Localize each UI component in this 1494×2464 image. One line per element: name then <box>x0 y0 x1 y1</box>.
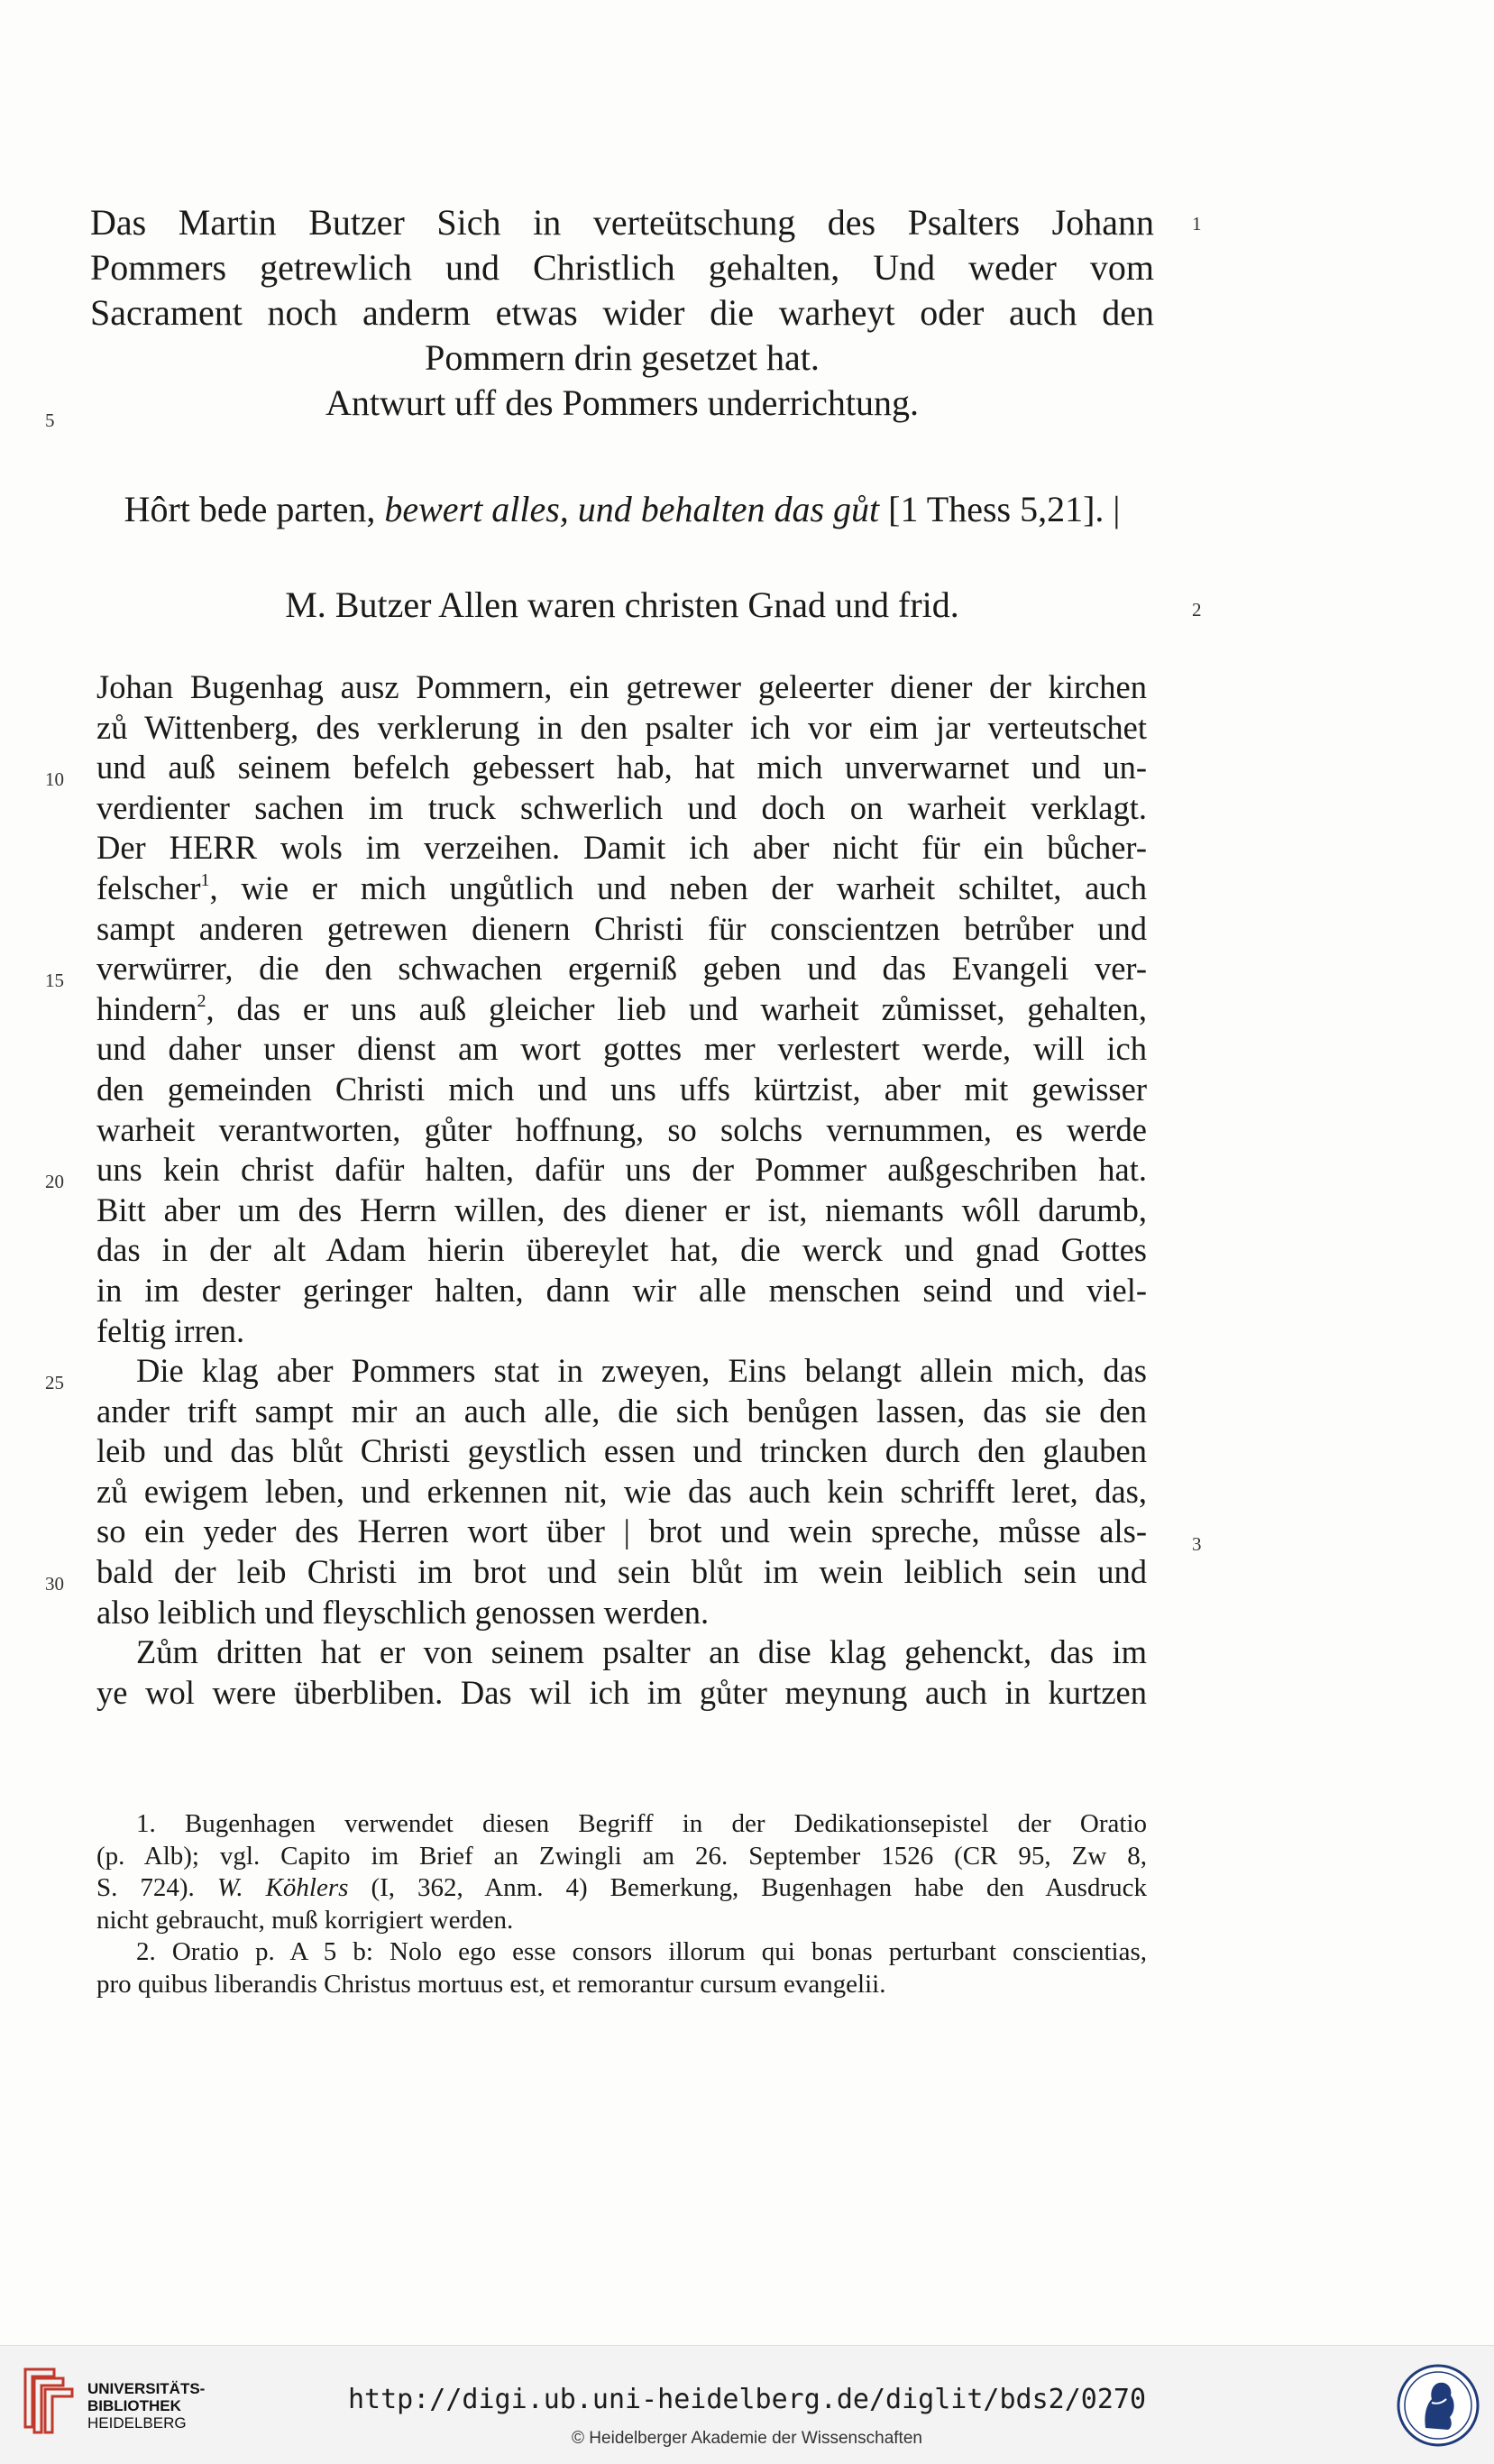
footnote-marker[interactable]: 1 <box>200 869 210 890</box>
margin-page-ref: 2 <box>1192 599 1202 621</box>
body-line: zů Wittenberg, des verklerung in den psalter ich vor eim jar verteutschet <box>96 708 1147 746</box>
body-line: in im dester geringer halten, dann wir alle menschen seind und viel- <box>96 1271 1147 1309</box>
body-line: verdienter sachen im truck schwerlich und doch on warheit verklagt. <box>96 788 1147 826</box>
body-line: hindern$^2$, das er uns auß gleicher lieb und warheit zůmisset, gehalten, <box>96 989 1147 1027</box>
library-name-line: UNIVERSITÄTS- <box>87 2380 206 2397</box>
body-line: das in der alt Adam hierin übereylet hat, die werck und gnad Gottes <box>96 1231 1147 1269</box>
line-number: 20 <box>45 1171 64 1192</box>
footnotes <box>96 1808 1147 2000</box>
motto-text: Hôrt bede parten, <box>124 489 385 529</box>
title-line: Sacrament noch anderm etwas wider die warheyt oder auch den <box>90 292 1154 333</box>
margin-page-ref: 3 <box>1192 1533 1202 1555</box>
footnote-1-line: (p. Alb); vgl. Capito im Brief an Zwingli am 26. September 1526 (CR 95, Zw 8, <box>96 1841 1147 1871</box>
body-line: Johan Bugenhag ausz Pommern, ein getrewer geleerter diener der kirchen <box>96 668 1147 705</box>
body-line: bald der leib Christi im brot und sein blůt im wein leiblich sein und <box>96 1553 1147 1591</box>
body-text <box>96 667 1147 1713</box>
body-line: felscher$^1$, wie er mich ungůtlich und neben der warheit schiltet, auch <box>96 869 1147 906</box>
body-line: leib und das blůt Christi geystlich essen und trincken durch den glauben <box>96 1432 1147 1470</box>
body-line: verwürrer, die den schwachen ergerniß geben und das Evangeli ver- <box>96 950 1147 988</box>
body-line: und auß seinem befelch gebessert hab, hat mich unverwarnet und un- <box>96 749 1147 786</box>
footnote-author: W. Köhlers <box>216 1873 349 1902</box>
library-name-line: HEIDELBERG <box>87 2414 187 2432</box>
line-number: 5 <box>45 409 55 431</box>
title-line: Pommers getrewlich und Christlich gehalten, Und weder vom <box>90 247 1154 288</box>
footnote-1-line <box>96 1872 1147 1905</box>
body-line: und daher unser dienst am wort gottes mer verlestert werde, will ich <box>96 1030 1147 1068</box>
line-number: 10 <box>45 768 64 790</box>
footnote-1-line: 1. Bugenhagen verwendet diesen Begriff in der Dedikationsepistel der Oratio <box>136 1809 1147 1838</box>
footnote-1-line: nicht gebraucht, muß korrigiert werden. <box>96 1905 514 1935</box>
body-line: ander trift sampt mir an auch alle, die sich benůgen lassen, das sie den <box>96 1392 1147 1430</box>
footnote-text: (I, 362, Anm. 4) Bemerkung, Bugenhagen habe den Ausdruck <box>348 1873 1147 1902</box>
motto <box>90 487 1154 532</box>
academy-seal-icon <box>1396 2363 1480 2448</box>
body-line: ye wol were überbliben. Das wil ich im gůter meynung auch in kurtzen <box>96 1673 1147 1711</box>
footnote-2-line: 2. Oratio p. A 5 b: Nolo ego esse consors illorum qui bonas perturbant conscientias, <box>136 1937 1147 1966</box>
body-line: feltig irren. <box>96 1311 245 1349</box>
body-line: den gemeinden Christi mich und uns uffs kürtzist, aber mit gewisser <box>96 1070 1147 1108</box>
body-line: uns kein christ dafür halten, dafür uns der Pommer außgeschriben hat. <box>96 1151 1147 1189</box>
body-line: also leiblich und fleyschlich genossen werden. <box>96 1593 710 1631</box>
line-number: 15 <box>45 970 64 991</box>
library-name-line: BIBLIOTHEK <box>87 2397 181 2414</box>
line-number: 25 <box>45 1372 64 1393</box>
copyright-notice: © Heidelberger Akademie der Wissenschaften <box>572 2429 922 2448</box>
line-number: 30 <box>45 1573 64 1595</box>
title-line: Das Martin Butzer Sich in verteütschung des Psalters Johann <box>90 202 1154 243</box>
motto-reference: [1 Thess 5,21]. | <box>879 489 1121 529</box>
salutation: M. Butzer Allen waren christen Gnad und frid. <box>285 584 959 625</box>
body-line: so ein yeder des Herren wort über | brot und wein spreche, můsse als- <box>96 1512 1147 1550</box>
body-line: warheit verantworten, gůter hoffnung, so solchs vernummen, es werde <box>96 1110 1147 1148</box>
body-line: zů ewigem leben, und erkennen nit, wie das auch kein schrifft leret, das, <box>96 1472 1147 1510</box>
body-line: Der HERR wols im verzeihen. Damit ich aber nicht für ein bůcher- <box>96 829 1147 867</box>
footnote-2-line: pro quibus liberandis Christus mortuus est, et remorantur cursum evangelii. <box>96 1969 886 1999</box>
body-line: Die klag aber Pommers stat in zweyen, Eins belangt allein mich, das <box>136 1352 1147 1390</box>
body-line: sampt anderen getrewen dienern Christi für conscientzen betrůber und <box>96 909 1147 947</box>
treatise-title <box>90 200 1154 426</box>
title-line: Pommern drin gesetzet hat. <box>425 337 820 378</box>
body-line: Zům dritten hat er von seinem psalter an dise klag gehenckt, das im <box>136 1633 1147 1671</box>
footnote-marker[interactable]: 2 <box>197 990 206 1011</box>
subtitle: Antwurt uff des Pommers underrichtung. <box>325 382 920 423</box>
margin-page-ref: 1 <box>1192 213 1202 234</box>
body-line: Bitt aber um des Herrn willen, des diener er ist, niemants wôll darumb, <box>96 1191 1147 1228</box>
motto-quote: bewert alles, und behalten das gůt <box>384 489 880 529</box>
footnote-text: S. 724). <box>96 1873 217 1902</box>
permalink-url[interactable]: http://digi.ub.uni-heidelberg.de/diglit/bds2/0270 <box>347 2384 1146 2415</box>
viewer-footer <box>0 2345 1494 2464</box>
